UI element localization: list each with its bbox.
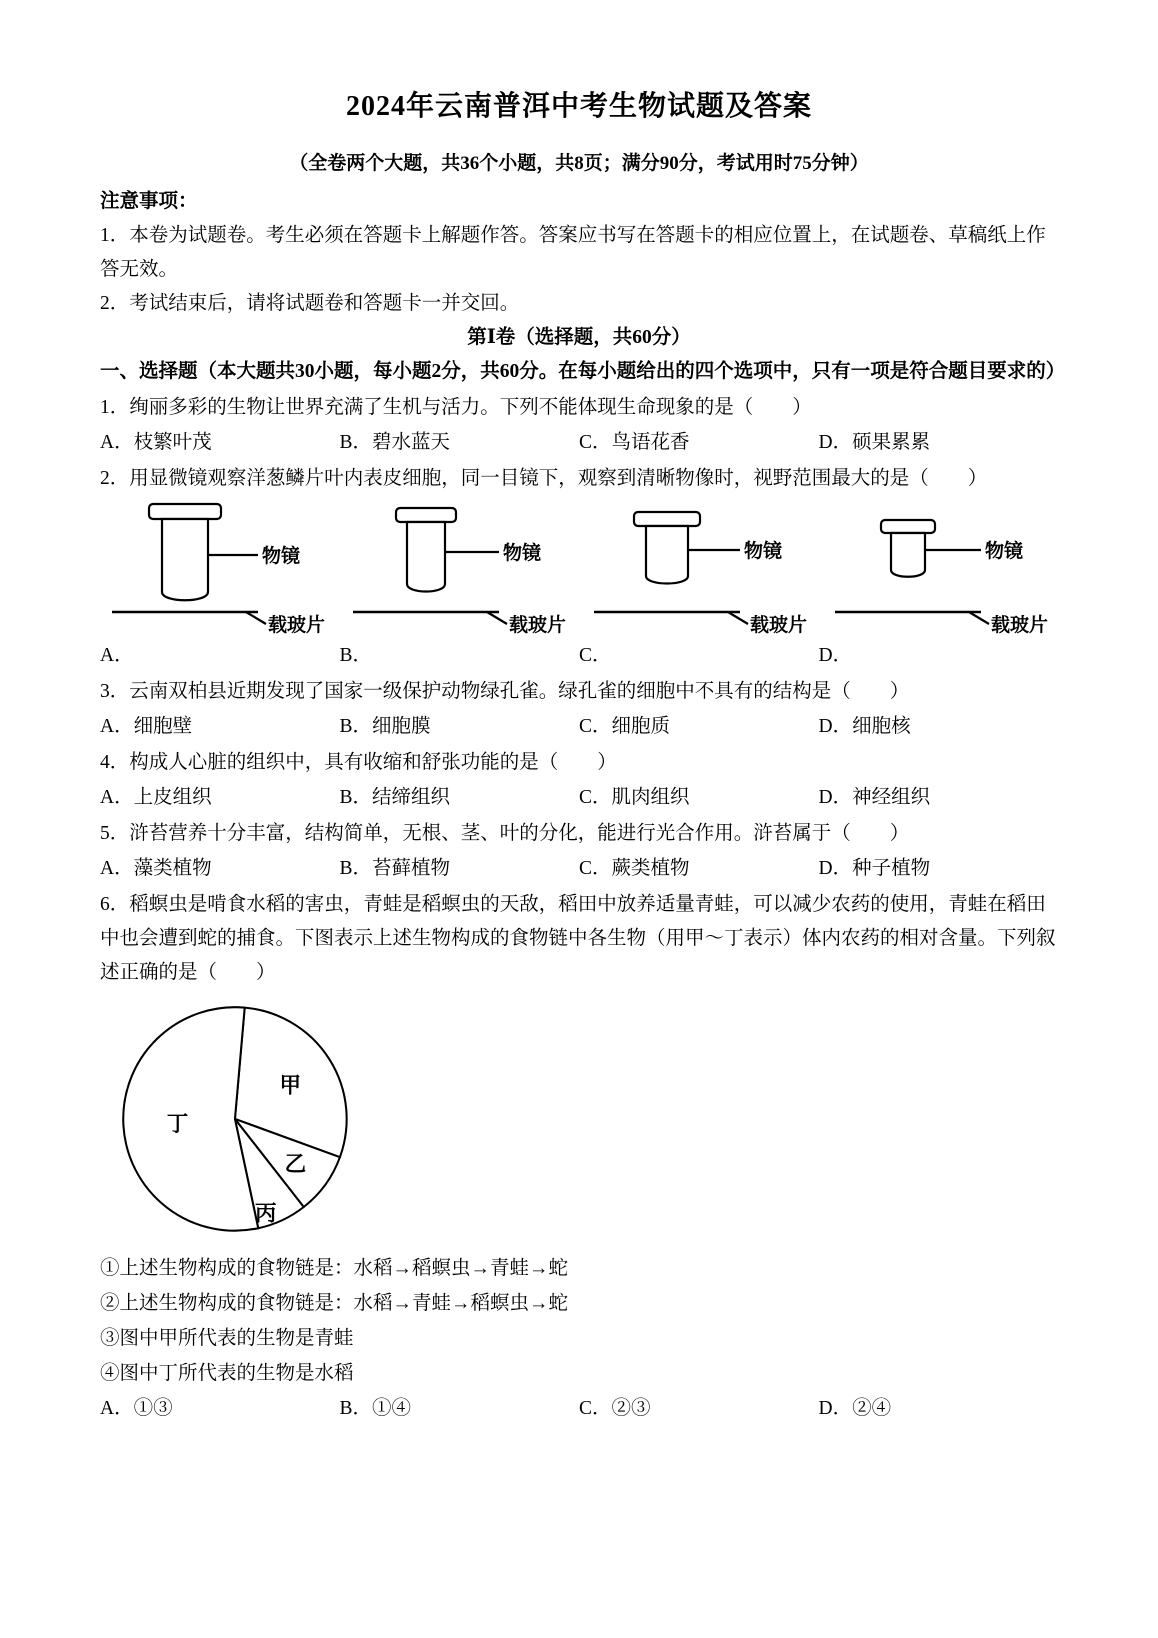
- statement-1: ①上述生物构成的食物链是：水稻→稻螟虫→青蛙→蛇: [100, 1258, 569, 1279]
- question-4-text: 4．构成人心脏的组织中，具有收缩和舒张功能的是（ ）: [100, 752, 617, 773]
- slide-leader-line: [969, 612, 989, 624]
- question-1-option-c: C．鸟语花香: [579, 432, 690, 453]
- slide-label: 载玻片: [268, 615, 326, 636]
- pie-label-bing: 丙: [254, 1201, 277, 1226]
- question-5-option-d: D．种子植物: [818, 858, 931, 879]
- question-1-option-d: D．硕果累累: [818, 432, 931, 453]
- question-4-option-d: D．神经组织: [818, 787, 931, 808]
- objective-label: 物镜: [985, 541, 1024, 562]
- question-3-options: [100, 709, 1058, 744]
- question-6-option-a: A．①③: [100, 1398, 173, 1419]
- part-title: 第Ⅰ卷（选择题，共60分）: [467, 327, 691, 348]
- notice-item-2: 2．考试结束后，请将试题卷和答题卡一并交回。: [100, 293, 520, 314]
- slide-leader-line: [246, 612, 266, 624]
- pie-label-jia: 甲: [279, 1073, 302, 1098]
- question-6-text: 6．稻螟虫是啃食水稻的害虫，青蛙是稻螟虫的天敌，稻田中放养适量青蛙，可以减少农药的使用，青蛙在稻田中也会遭到蛇的捕食。下图表示上述生物构成的食物链中各生物（用甲～丁表示）体内农药的相对含量。下列叙述正确的是（ ）: [100, 894, 1056, 983]
- objective-cap: [149, 504, 221, 519]
- question-6: [100, 888, 1058, 1426]
- question-2-option-d: D．: [818, 645, 853, 666]
- question-3-option-b: B．细胞膜: [339, 716, 431, 737]
- objective-figure-b-drawing: [351, 500, 586, 638]
- statement-4: ④图中丁所代表的生物是水稻: [100, 1363, 354, 1384]
- question-5-text: 5．浒苔营养十分丰富，结构简单，无根、茎、叶的分化，能进行光合作用。浒苔属于（ ）: [100, 823, 910, 844]
- objective-cap: [396, 508, 456, 522]
- question-2-text: 2．用显微镜观察洋葱鳞片叶内表皮细胞，同一目镜下，观察到清晰物像时，视野范围最大的是（ ）: [100, 468, 988, 489]
- objective-figure-c-drawing: [592, 500, 827, 638]
- question-2: [100, 462, 1058, 673]
- question-5-option-a: A．藻类植物: [100, 858, 212, 879]
- pie-label-yi: 乙: [284, 1152, 307, 1177]
- slide-leader-line: [728, 612, 748, 624]
- slide-label: 载玻片: [509, 615, 567, 636]
- objective-cap: [634, 512, 700, 526]
- objective-body: [407, 522, 445, 592]
- objective-figure-d: [833, 500, 1074, 638]
- question-6-option-c: C．②③: [579, 1398, 651, 1419]
- question-5-option-c: C．蕨类植物: [579, 858, 690, 879]
- section-title: 一、选择题（本大题共30小题，每小题2分，共60分。在每小题给出的四个选项中，只有一项是符合题目要求的）: [100, 361, 1066, 382]
- question-2-option-b: B．: [339, 645, 373, 666]
- objective-body: [646, 526, 688, 584]
- question-3-option-c: C．细胞质: [579, 716, 671, 737]
- objective-figure-a-drawing: [110, 500, 345, 638]
- page-title: 2024年云南普洱中考生物试题及答案: [345, 91, 812, 122]
- objective-cap: [881, 520, 935, 533]
- question-4-option-b: B．结缔组织: [339, 787, 451, 808]
- question-6-options: [100, 1391, 1058, 1426]
- question-3-text: 3．云南双柏县近期发现了国家一级保护动物绿孔雀。绿孔雀的细胞中不具有的结构是（ ）: [100, 681, 910, 702]
- question-1-option-b: B．碧水蓝天: [339, 432, 451, 453]
- question-1-text: 1．绚丽多彩的生物让世界充满了生机与活力。下列不能体现生命现象的是（ ）: [100, 397, 812, 418]
- pie-label-ding: 丁: [166, 1112, 189, 1137]
- question-6-option-d: D．②④: [818, 1398, 892, 1419]
- objective-figure-a: [110, 500, 351, 638]
- objective-figure-c: [592, 500, 833, 638]
- objective-label: 物镜: [744, 541, 783, 562]
- question-4-options: [100, 780, 1058, 815]
- question-3: [100, 675, 1058, 744]
- question-5-options: [100, 851, 1058, 886]
- slide-label: 载玻片: [750, 615, 808, 636]
- objective-label: 物镜: [503, 543, 542, 564]
- question-4: [100, 746, 1058, 815]
- question-4-option-c: C．肌肉组织: [579, 787, 690, 808]
- page-subtitle: （全卷两个大题，共36个小题，共8页；满分90分，考试用时75分钟）: [289, 153, 869, 174]
- slide-label: 载玻片: [991, 615, 1049, 636]
- question-4-option-a: A．上皮组织: [100, 787, 212, 808]
- objective-figure-b: [351, 500, 592, 638]
- question-3-option-d: D．细胞核: [818, 716, 911, 737]
- pesticide-pie-chart: [114, 1002, 364, 1245]
- question-2-option-a: A．: [100, 645, 134, 666]
- question-2-figures: [110, 500, 1058, 638]
- objective-body: [162, 519, 208, 600]
- question-6-option-b: B．①④: [339, 1398, 412, 1419]
- question-3-option-a: A．细胞壁: [100, 716, 193, 737]
- question-2-option-c: C．: [579, 645, 612, 666]
- objective-label: 物镜: [262, 546, 301, 567]
- question-5-option-b: B．苔藓植物: [339, 858, 451, 879]
- question-1-option-a: A．枝繁叶茂: [100, 432, 212, 453]
- statement-2: ②上述生物构成的食物链是：水稻→青蛙→稻螟虫→蛇: [100, 1293, 569, 1314]
- slide-leader-line: [487, 612, 507, 624]
- notice-heading: 注意事项：: [100, 191, 198, 212]
- question-2-options: [100, 638, 1058, 673]
- question-1: [100, 391, 1058, 460]
- pie-chart-drawing: [114, 1002, 360, 1240]
- question-5: [100, 817, 1058, 886]
- notice-item-1: 1．本卷为试题卷。考生必须在答题卡上解题作答。答案应书写在答题卡的相应位置上，在试题卷、草稿纸上作答无效。: [100, 225, 1046, 280]
- objective-figure-d-drawing: [833, 500, 1068, 638]
- objective-body: [891, 533, 925, 577]
- question-1-options: [100, 425, 1058, 460]
- statement-3: ③图中甲所代表的生物是青蛙: [100, 1328, 354, 1349]
